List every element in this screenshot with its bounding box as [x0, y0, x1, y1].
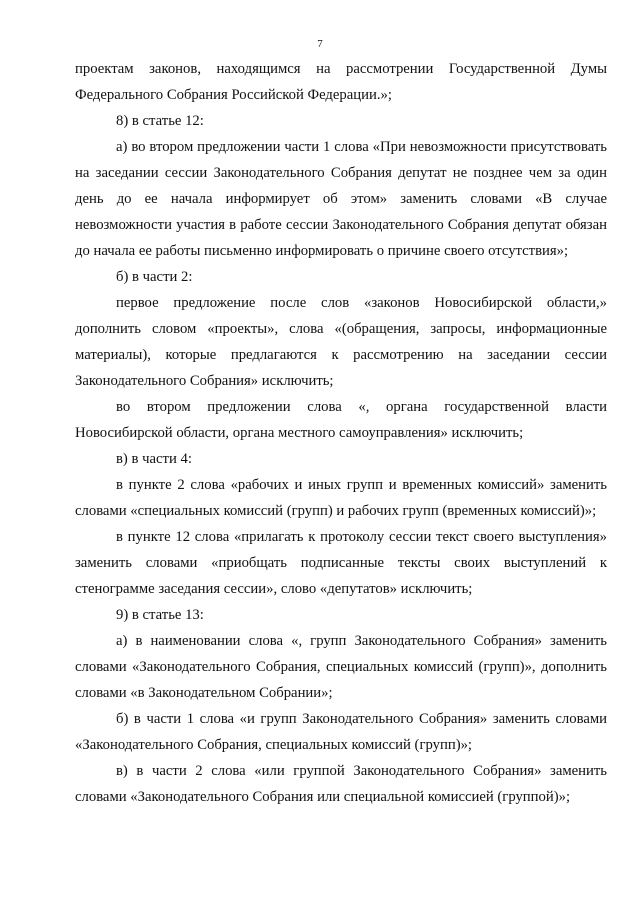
- document-body: [75, 56, 607, 810]
- paragraph: б) в части 2:: [116, 269, 193, 285]
- paragraph: а) в наименовании слова «, групп Законодательного Собрания» заменить словами «Законодательного Собрания, специальных комиссий (групп)», дополнить словами «в Законодательном Собрании»;: [75, 633, 607, 701]
- paragraph: в) в части 2 слова «или группой Законодательного Собрания» заменить словами «Законодательного Собрания или специальной комиссией (группой)»;: [75, 763, 607, 805]
- paragraph: в) в части 4:: [116, 451, 192, 467]
- paragraph: 9) в статье 13:: [116, 607, 204, 623]
- paragraph: первое предложение после слов «законов Новосибирской области,» дополнить словом «проекты», слова «(обращения, запросы, информационные материалы), которые предлагаются к рассмотрению на заседании сессии Законодательного Собрания» исключить;: [75, 295, 607, 389]
- paragraph: в пункте 2 слова «рабочих и иных групп и временных комиссий» заменить словами «специальных комиссий (групп) и рабочих групп (временных комиссий)»;: [75, 477, 607, 519]
- paragraph: во втором предложении слова «, органа государственной власти Новосибирской области, органа местного самоуправления» исключить;: [75, 399, 607, 441]
- paragraph: проектам законов, находящимся на рассмотрении Государственной Думы Федерального Собрания Российской Федерации.»;: [75, 61, 607, 103]
- page-number: 7: [317, 38, 323, 50]
- paragraph: а) во втором предложении части 1 слова «При невозможности присутствовать на заседании сессии Законодательного Собрания депутат не позднее чем за один день до ее начала информирует об этом» заменить словами «В случае невозможности участия в работе сессии Законодательного Собрания депутат обязан до начала ее работы письменно информировать о причине своего отсутствия»;: [75, 139, 607, 259]
- paragraph: б) в части 1 слова «и групп Законодательного Собрания» заменить словами «Законодательного Собрания, специальных комиссий (групп)»;: [75, 711, 607, 753]
- paragraph: в пункте 12 слова «прилагать к протоколу сессии текст своего выступления» заменить словами «приобщать подписанные тексты своих выступлений к стенограмме заседания сессии», слово «депутатов» исключить;: [75, 529, 607, 597]
- paragraph: 8) в статье 12:: [116, 113, 204, 129]
